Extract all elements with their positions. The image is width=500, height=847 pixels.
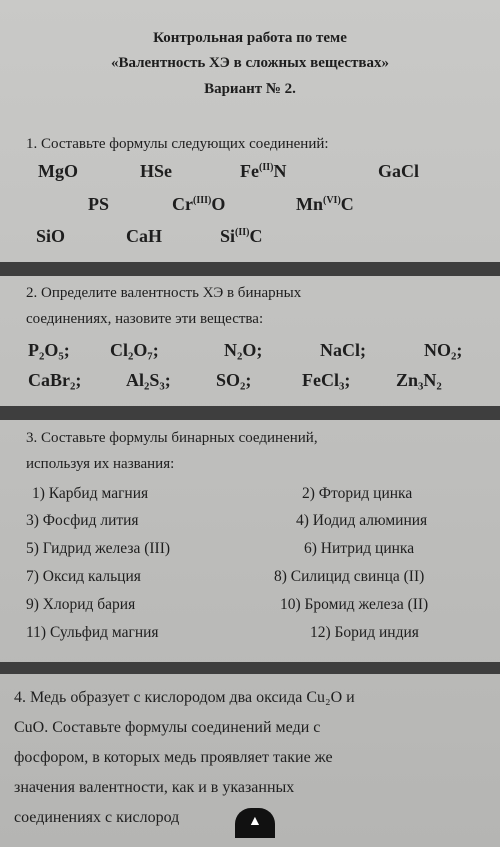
task4-line: значения валентности, как и в указанных: [14, 779, 295, 796]
task2-formula: Al₂S₃;: [126, 370, 171, 390]
task2-formula: SO₂;: [216, 370, 252, 390]
task2-formula: Zn₃N₂: [396, 370, 442, 390]
task3-item: 8) Силицид свинца (II): [274, 568, 425, 585]
task3-subtitle: используя их названия:: [26, 456, 175, 472]
task2-formula: N₂O;: [224, 340, 263, 360]
task2-formula: NO₂;: [424, 340, 463, 360]
scroll-up-button[interactable]: [235, 808, 275, 838]
divider: [0, 262, 500, 276]
task1-formula: PS: [88, 194, 110, 214]
task1-formula: GaCl: [378, 161, 420, 181]
task2-formula: Cl₂O₇;: [110, 340, 159, 360]
task2-formula: CaBr₂;: [28, 370, 82, 390]
header-title: Контрольная работа по теме: [153, 30, 347, 46]
task2-subtitle: соединениях, назовите эти вещества:: [26, 311, 264, 327]
task1-formula: $Mn^{(VI)}C$: [296, 194, 354, 214]
task3-item: 3) Фосфид лития: [26, 512, 139, 529]
task4-line: соединениях с кислород: [14, 809, 180, 826]
task3-item: 6) Нитрид цинка: [304, 540, 415, 557]
task1-formula: SiO: [36, 226, 66, 246]
task2-formula: P₂O₅;: [28, 340, 70, 360]
divider: [0, 406, 500, 420]
task3-item: 1) Карбид магния: [32, 485, 149, 502]
task4-line: 4. Медь образует с кислородом два оксида Cu₂O и: [14, 689, 355, 706]
task1-title: 1. Составьте формулы следующих соединений:: [26, 136, 329, 152]
chevron-up-icon: ▲: [248, 814, 262, 829]
task3-item: 4) Иодид алюминия: [296, 512, 428, 529]
task1-formula: MgO: [38, 161, 78, 181]
task4-line: CuO. Составьте формулы соединений меди с: [14, 719, 321, 736]
task4-line: фосфором, в которых медь проявляет такие же: [14, 749, 333, 766]
task3-item: 12) Борид индия: [310, 624, 419, 641]
divider: [0, 662, 500, 674]
task1-formula: $Cr^{(III)}O$: [172, 194, 226, 214]
task2-title: 2. Определите валентность ХЭ в бинарных: [26, 285, 302, 301]
task2-formula: FeCl₃;: [302, 370, 351, 390]
task3-item: 5) Гидрид железа (III): [26, 540, 171, 557]
task1-formula: $Si^{(II)}C$: [220, 226, 263, 246]
task3-item: 2) Фторид цинка: [302, 485, 413, 502]
task1-formula: $Fe^{(II)}N$: [240, 161, 287, 181]
header-variant: Вариант № 2.: [204, 81, 296, 97]
task1-formula: CaH: [126, 226, 162, 246]
task2-formula: NaCl;: [320, 340, 366, 360]
task3-item: 11) Сульфид магния: [26, 624, 159, 641]
header-topic: «Валентность ХЭ в сложных веществах»: [110, 55, 390, 71]
task3-item: 7) Оксид кальция: [26, 568, 141, 585]
task3-title: 3. Составьте формулы бинарных соединений,: [26, 430, 318, 446]
task3-item: 10) Бромид железа (II): [280, 596, 429, 613]
task3-item: 9) Хлорид бария: [26, 596, 136, 613]
task1-formula: HSe: [140, 161, 173, 181]
